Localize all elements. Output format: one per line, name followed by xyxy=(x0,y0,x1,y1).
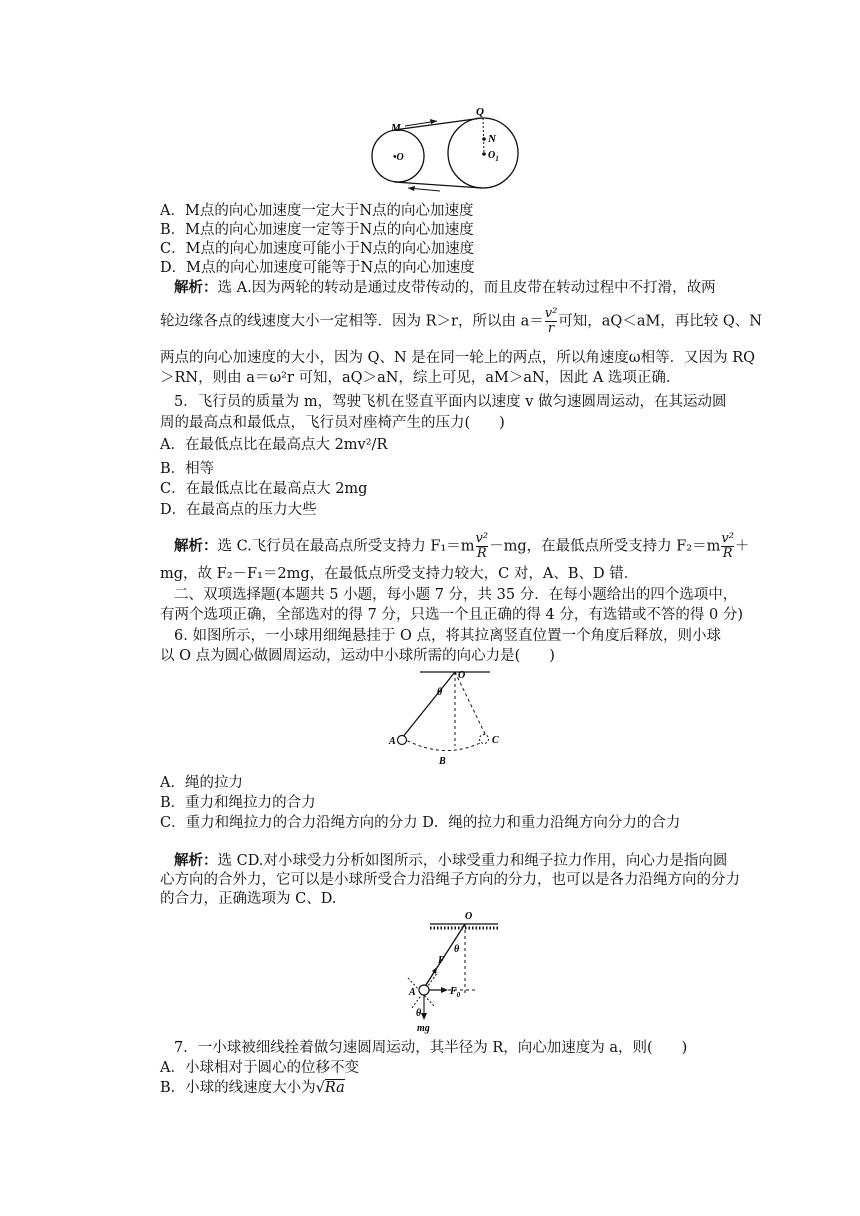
label-C: C xyxy=(492,735,499,746)
arrow-lower-head xyxy=(408,186,415,191)
q4-option-b: B．M点的向心加速度一定等于N点的向心加速度 xyxy=(160,222,474,238)
section2-heading: 二、双项选择题(本题共 5 小题，每小题 7 分，共 35 分．在每小题给出的四个选项中， xyxy=(174,587,738,603)
q6-analysis-line3: 的合力，正确选项为 C、D. xyxy=(160,891,337,907)
q6-analysis-label: 解析： xyxy=(174,852,218,869)
q4-analysis-line2 xyxy=(160,307,762,336)
q5-frac2-num: v² xyxy=(721,531,734,546)
q5-analysis-label: 解析： xyxy=(174,537,218,555)
label-B: B xyxy=(439,756,446,767)
q5-analysis-text1b: －mg，在最低点所受支持力 F₂＝m xyxy=(489,538,721,555)
q4-analysis-line3: 两点的向心加速度的大小，因为 Q、N 是在同一轮上的两点，所以角速度ω相等．又因为 RQ xyxy=(160,350,756,366)
label-theta-bottom: θ xyxy=(416,1008,422,1019)
q7-option-a: A．小球相对于圆心的位移不变 xyxy=(160,1060,359,1076)
label-A2: A xyxy=(409,987,416,998)
label-O2: O xyxy=(465,911,473,922)
q5-option-c: C．在最低点比在最高点大 2mg xyxy=(160,481,368,497)
q7-stem: 7．一小球被细线拴着做匀速圆周运动，其半径为 R，向心加速度为 a，则( ) xyxy=(174,1040,688,1056)
q5-option-d: D．在最高点的压力大些 xyxy=(160,502,317,518)
arrow-upper-head xyxy=(430,119,437,124)
label-O: O xyxy=(458,670,466,681)
q6-analysis-text1: 选 CD.对小球受力分析如图所示，小球受重力和绳子拉力作用，向心力是指向圆 xyxy=(217,853,728,869)
q5-stem-line2: 周的最高点和最低点，飞行员对座椅产生的压力( ) xyxy=(160,415,505,431)
q5-fraction-2 xyxy=(721,532,734,561)
mg-arrow-head xyxy=(421,1013,427,1020)
q4-analysis-text2b: 可知，aQ＜aM，再比较 Q、N xyxy=(558,313,762,330)
belt-upper xyxy=(394,118,482,130)
q4-frac-num: v² xyxy=(544,306,558,321)
tension-arrow-head xyxy=(432,967,437,974)
sqrt-icon: √ xyxy=(315,1080,325,1096)
string-dashed-c xyxy=(455,672,486,736)
q5-frac1-den: R xyxy=(476,546,487,561)
label-A: A xyxy=(389,736,396,747)
label-O: •O xyxy=(393,152,404,163)
q4-option-d: D．M点的向心加速度可能等于N点的向心加速度 xyxy=(160,260,475,276)
q4-analysis-line4: ＞RN，则由 a＝ω²r 可知，aQ＞aN，综上可见，aM＞aN，因此 A 选项正确． xyxy=(160,370,681,386)
q7-option-b xyxy=(160,1079,345,1097)
label-F: F xyxy=(438,955,445,966)
point-O1 xyxy=(482,152,486,156)
q6-analysis-line1 xyxy=(174,852,727,870)
q5-fraction-1 xyxy=(476,532,489,561)
q5-analysis-line1 xyxy=(174,532,749,561)
point-N xyxy=(482,137,486,141)
label-Q: Q xyxy=(476,106,484,118)
q5-analysis-text1c: ＋ xyxy=(734,538,750,555)
f0-arrow-head xyxy=(441,987,448,993)
q5-option-b: B．相等 xyxy=(160,461,215,477)
ball-c xyxy=(480,735,489,744)
q4-fraction xyxy=(545,307,558,336)
q6-option-a: A．绳的拉力 xyxy=(160,775,243,791)
ball-a xyxy=(398,736,407,745)
belt-pulley-diagram xyxy=(0,0,860,200)
q4-frac-den: r xyxy=(547,321,555,336)
q6-option-b: B．重力和绳拉力的合力 xyxy=(160,795,316,811)
q6-stem-line2: 以 O 点为圆心做圆周运动，运动中小球所需的向心力是( ) xyxy=(160,648,555,664)
label-theta: θ xyxy=(437,687,443,698)
q7-option-b-radicand: Ra xyxy=(324,1080,345,1096)
radius-dashed xyxy=(483,118,484,154)
section2-line2: 有两个选项正确，全部选对的得 7 分，只选一个且正确的得 4 分，有选错或不答的得 0 分) xyxy=(160,607,743,623)
q6-analysis-line2: 心方向的合外力，它可以是小球所受合力沿绳子方向的分力，也可以是各力沿绳方向的分力 xyxy=(160,872,740,888)
arc-path xyxy=(402,738,486,751)
q4-analysis-label: 解析： xyxy=(174,279,218,296)
q4-analysis-text2a: 轮边缘各点的线速度大小一定相等．因为 R＞r，所以由 a＝ xyxy=(160,313,544,330)
q5-analysis-text1a: 选 C.飞行员在最高点所受支持力 F₁＝m xyxy=(217,538,475,555)
ball2 xyxy=(419,985,429,995)
q5-frac2-den: R xyxy=(722,546,733,561)
q4-option-c: C．M点的向心加速度可能小于N点的向心加速度 xyxy=(160,241,475,257)
q5-option-a: A．在最低点比在最高点大 2mv²/R xyxy=(160,437,388,453)
q6-stem-line1: 6. 如图所示，一小球用细绳悬挂于 O 点，将其拉离竖直位置一个角度后释放，则小球 xyxy=(174,628,722,644)
q5-stem-line1: 5．飞行员的质量为 m，驾驶飞机在竖直平面内以速度 v 做匀速圆周运动，在其运动圆 xyxy=(174,394,727,410)
q4-analysis-line1 xyxy=(174,279,716,297)
q6-option-cd: C．重力和绳拉力的合力沿绳方向的分力 D．绳的拉力和重力沿绳方向分力的合力 xyxy=(160,815,681,831)
force-analysis-diagram xyxy=(0,908,860,1038)
q4-option-a: A．M点的向心加速度一定大于N点的向心加速度 xyxy=(160,203,474,219)
label-F0: $F_0$ xyxy=(450,986,461,999)
q4-analysis-text1: 选 A.因为两轮的转动是通过皮带传动的，而且皮带在转动过程中不打滑，故两 xyxy=(217,280,716,296)
label-O1: $O_1$ xyxy=(488,150,499,163)
label-mg: mg xyxy=(417,1023,430,1034)
label-M: M xyxy=(391,122,401,134)
q5-frac1-num: v² xyxy=(475,531,489,546)
string xyxy=(402,672,455,738)
q7-option-b-text: B．小球的线速度大小为 xyxy=(160,1080,316,1096)
q5-analysis-line2: mg，故 F₂－F₁＝2mg，在最低点所受支持力较大，C 对，A、B、D 错． xyxy=(160,566,639,582)
label-N: N xyxy=(488,133,496,145)
label-theta-top: θ xyxy=(454,944,460,955)
pendulum-diagram xyxy=(0,668,860,788)
